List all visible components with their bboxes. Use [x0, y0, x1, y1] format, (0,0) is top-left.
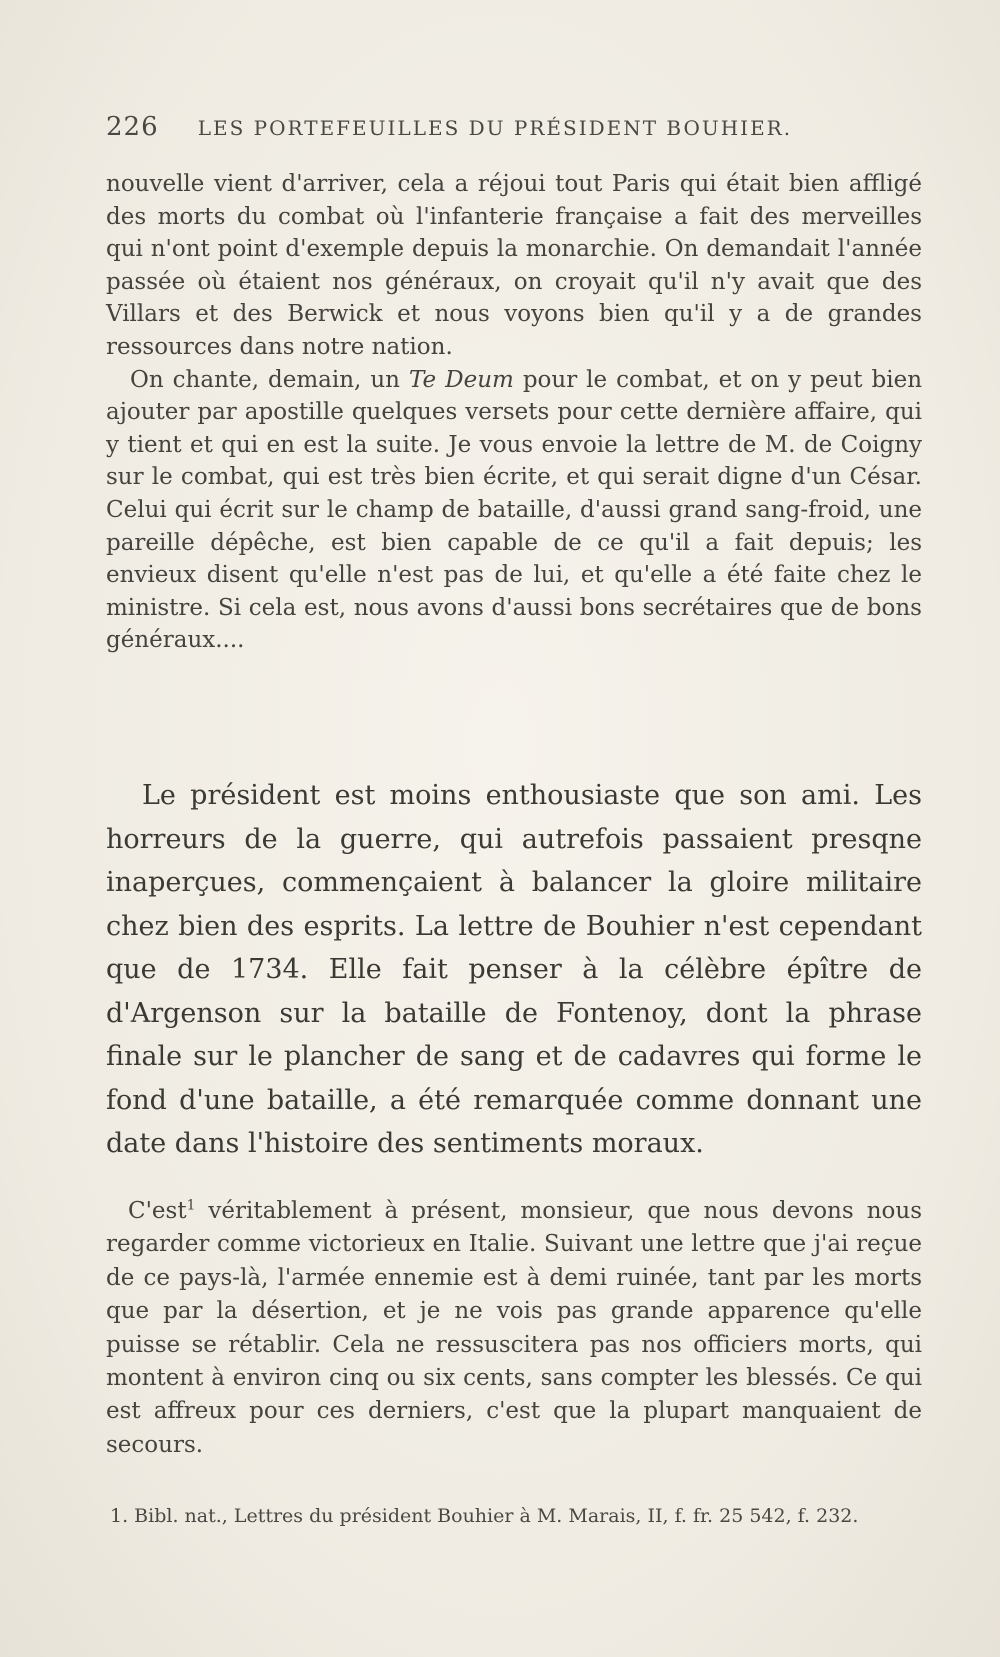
quote1-p2-rest: pour le combat, et on y peut bien ajouter par apostille quelques versets pour cette dernière affaire, qui y tient et qui en est la suite. Je vous envoie la lettre de M. de Coigny sur le combat, qui est très bien écrite, et qui serait digne d'un César. Celui qui écrit sur le champ de bataille, d'aussi grand sang-froid, une pareille dépêche, est bien capable de ce qu'il a fait depuis; les envieux disent qu'elle n'est pas de lui, et qu'elle a été faite chez le ministre. Si cela est, nous avons d'aussi bons secrétaires que de bons généraux.... [106, 366, 923, 654]
page-header [106, 112, 926, 142]
quote1-paragraph-1: nouvelle vient d'arriver, cela a réjoui tout Paris qui était bien affligé des morts du combat où l'infanterie française a fait des merveilles qui n'ont point d'exemple depuis la monarchie. On demandait l'année passée où étaient nos généraux, on croyait qu'il n'y avait que des Villars et des Berwick et nous voyons bien qu'il y a de grandes ressources dans notre nation. [106, 171, 922, 360]
page-number: 226 [106, 112, 159, 142]
footnote-reference: 1 [186, 1197, 196, 1214]
quoted-letter-1 [106, 168, 922, 657]
quote1-paragraph-2 [106, 364, 922, 657]
running-title: LES PORTEFEUILLES DU PRÉSIDENT BOUHIER. [197, 116, 793, 140]
footnote: 1. Bibl. nat., Lettres du président Bouhier à M. Marais, II, f. fr. 25 542, f. 232. [110, 1505, 859, 1527]
quoted-letter-2 [106, 1195, 922, 1462]
te-deum-italic: Te Deum [408, 366, 514, 393]
quote1-p2-start: On chante, demain, un [130, 366, 409, 393]
body-paragraph: Le président est moins enthousiaste que son ami. Les horreurs de la guerre, qui autrefois passaient presqne inaperçues, commençaient à balancer la gloire militaire chez bien des esprits. La lettre de Bouhier n'est cependant que de 1734. Elle fait penser à la célèbre épître de d'Argenson sur la bataille de Fontenoy, dont la phrase finale sur le plancher de sang et de cadavres qui forme le fond d'une bataille, a été remarquée comme donnant une date dans l'histoire des sentiments moraux. [106, 780, 922, 1159]
quote2-rest: véritablement à présent, monsieur, que nous devons nous regarder comme victorieux en Italie. Suivant une lettre que j'ai reçue de ce pays-là, l'armée ennemie est à demi ruinée, tant par les morts que par la désertion, et je ne vois pas grande apparence qu'elle puisse se rétablir. Cela ne ressuscitera pas nos officiers morts, qui montent à environ cinq ou six cents, sans compter les blessés. Ce qui est affreux pour ces derniers, c'est que la plupart manquaient de secours. [106, 1198, 922, 1458]
quote2-start: C'est [128, 1198, 187, 1224]
